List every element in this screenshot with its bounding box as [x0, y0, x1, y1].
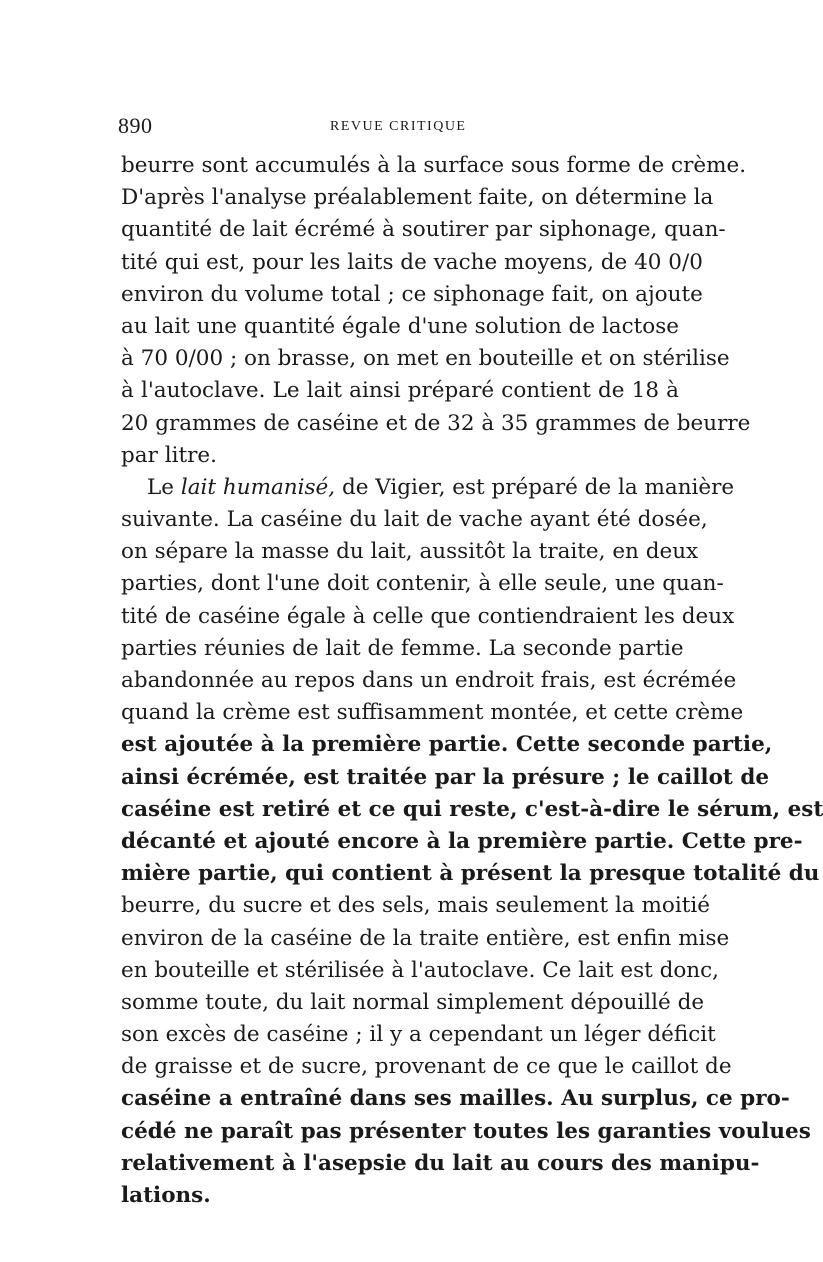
- text-line: de graisse et de sucre, provenant de ce que le caillot de: [121, 1054, 732, 1080]
- italic-term: lait humanisé,: [180, 474, 336, 500]
- text-fragment: de Vigier, est préparé de la manière: [335, 474, 735, 500]
- text-line: quantité de lait écrémé à soutirer par siphonage, quan-: [121, 217, 726, 243]
- text-line: D'après l'analyse préalablement faite, on détermine la: [121, 185, 714, 211]
- text-line: caséine est retiré et ce qui reste, c'est-à-dire le sérum, est: [121, 796, 823, 822]
- text-line: au lait une quantité égale d'une solution de lactose: [121, 313, 679, 339]
- text-line: son excès de caséine ; il y a cependant un léger déficit: [121, 1022, 716, 1048]
- text-line: décanté et ajouté encore à la première partie. Cette pre-: [121, 828, 803, 854]
- text-line: abandonnée au repos dans un endroit frais, est écrémée: [121, 668, 737, 693]
- text-line: beurre, du sucre et des sels, mais seulement la moitié: [121, 893, 710, 919]
- text-line: cédé ne paraît pas présenter toutes les garanties voulues: [121, 1118, 811, 1144]
- text-line: environ du volume total ; ce siphonage fait, on ajoute: [121, 281, 703, 307]
- running-head: [118, 113, 678, 143]
- text-line: à l'autoclave. Le lait ainsi préparé contient de 18 à: [121, 378, 679, 404]
- text-line: tité qui est, pour les laits de vache moyens, de 40 0/0: [121, 249, 703, 275]
- text-line: par litre.: [121, 442, 217, 468]
- body-text: [121, 150, 823, 1212]
- text-line: lations.: [121, 1183, 211, 1208]
- text-line: parties, dont l'une doit contenir, à elle seule, une quan-: [121, 571, 724, 597]
- page-number: 890: [118, 113, 153, 138]
- text-line: suivante. La caséine du lait de vache ayant été dosée,: [121, 507, 708, 533]
- text-line: mière partie, qui contient à présent la presque totalité du: [121, 861, 820, 887]
- text-line: on sépare la masse du lait, aussitôt la traite, en deux: [121, 539, 699, 565]
- text-line: 20 grammes de caséine et de 32 à 35 grammes de beurre: [121, 410, 751, 436]
- text-line: beurre sont accumulés à la surface sous forme de crème.: [121, 153, 747, 178]
- paragraph-opening-line: [121, 472, 735, 504]
- text-fragment: Le: [147, 474, 181, 500]
- text-line: relativement à l'asepsie du lait au cours des manipu-: [121, 1150, 760, 1176]
- text-line: en bouteille et stérilisée à l'autoclave. Ce lait est donc,: [121, 957, 720, 983]
- text-line: somme toute, du lait normal simplement dépouillé de: [121, 989, 705, 1015]
- text-line: quand la crème est suffisamment montée, et cette crème: [121, 700, 744, 726]
- text-line: tité de caséine égale à celle que contiendraient les deux: [121, 603, 735, 629]
- text-line: est ajoutée à la première partie. Cette seconde partie,: [121, 732, 773, 758]
- text-line: parties réunies de lait de femme. La seconde partie: [121, 635, 684, 661]
- text-line: à 70 0/00 ; on brasse, on met en bouteille et on stérilise: [121, 346, 730, 372]
- text-line: caséine a entraîné dans ses mailles. Au surplus, ce pro-: [121, 1086, 790, 1112]
- text-line: ainsi écrémée, est traitée par la présure ; le caillot de: [121, 764, 770, 790]
- running-title: REVUE CRITIQUE: [330, 119, 467, 134]
- text-line: environ de la caséine de la traite entière, est enfin mise: [121, 925, 730, 951]
